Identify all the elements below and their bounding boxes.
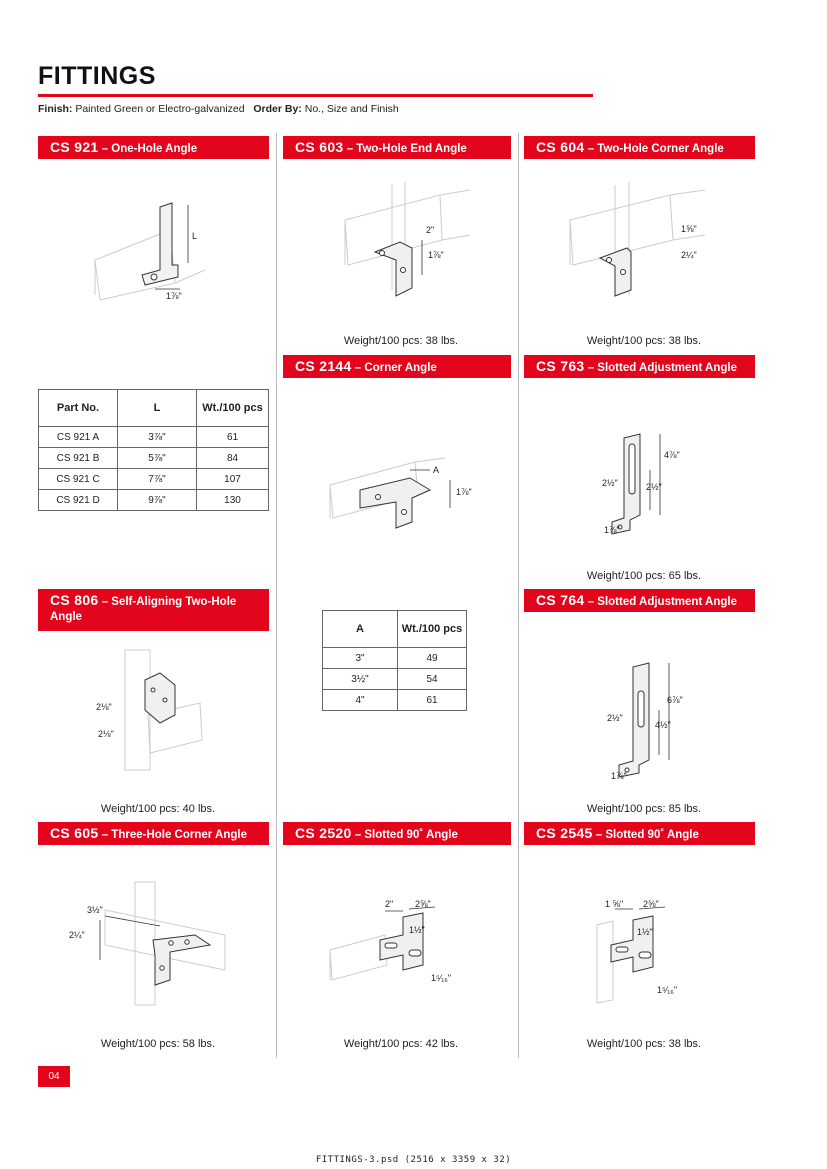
- cs921-code: CS 921: [50, 139, 99, 155]
- cs806-name-line2: Angle: [50, 611, 82, 623]
- table-row: [323, 648, 467, 669]
- table-cell: 107: [197, 469, 269, 490]
- table921-header-wt: Wt./100 pcs: [197, 390, 269, 427]
- cs764-dim-b: 2½": [607, 713, 623, 723]
- table-row: [39, 448, 269, 469]
- cs603-dim-a: 2": [426, 225, 435, 235]
- cs2545-dim-b: 2⅝": [643, 899, 659, 909]
- finish-value: Painted Green or Electro-galvanized: [75, 103, 245, 115]
- table-cell: 5⅞": [118, 448, 197, 469]
- table-row: [39, 490, 269, 511]
- cs2545-drawing: [585, 895, 705, 1005]
- cs604-dim-a: 1⅝": [681, 224, 697, 234]
- cs2545-code: CS 2545: [536, 825, 593, 841]
- cs764-dim-c: 4½": [655, 720, 671, 730]
- cs2520-dim-d: 1⁵⁄₁₆": [431, 973, 452, 983]
- cs2144-name: – Corner Angle: [354, 362, 437, 374]
- cs763-dim-b: 2½": [602, 478, 618, 488]
- table-cell: 130: [197, 490, 269, 511]
- cs764-drawing: [595, 655, 705, 785]
- cs2520-dim-c: 1½": [409, 925, 425, 935]
- table-cell: CS 921 D: [39, 490, 118, 511]
- title-rule: [38, 94, 593, 97]
- table921-header-part: Part No.: [39, 390, 118, 427]
- column-divider-right: [518, 133, 519, 1058]
- cs603-name: – Two-Hole End Angle: [346, 143, 467, 155]
- cs2520-header: [283, 822, 511, 845]
- cs605-name: – Three-Hole Corner Angle: [101, 829, 247, 841]
- finish-label: Finish:: [38, 103, 73, 115]
- cs921-drawing: [80, 195, 220, 310]
- cs764-name: – Slotted Adjustment Angle: [587, 596, 737, 608]
- cs603-dim-b: 1⅞": [428, 250, 444, 260]
- cs806-name: – Self-Aligning Two-Hole: [101, 596, 237, 608]
- table-cell: 9⅞": [118, 490, 197, 511]
- cs604-code: CS 604: [536, 139, 585, 155]
- cs2545-weight: Weight/100 pcs: 38 lbs.: [586, 1038, 702, 1050]
- table-cell: 54: [398, 669, 467, 690]
- cs2545-dim-c: 1½": [637, 927, 653, 937]
- column-divider-left: [276, 133, 277, 1058]
- cs2545-name: – Slotted 90˚ Angle: [595, 829, 699, 841]
- cs603-weight: Weight/100 pcs: 38 lbs.: [343, 335, 459, 347]
- cs763-header: [524, 355, 755, 378]
- cs604-dim-b: 2¼": [681, 250, 697, 260]
- table-cell: 3½": [323, 669, 398, 690]
- cs604-drawing: [565, 180, 715, 305]
- cs806-dim-a: 2⅛": [96, 702, 112, 712]
- cs2545-dim-a: 1 ⅝": [605, 899, 624, 909]
- table921-header-l: L: [118, 390, 197, 427]
- table-cell: 3⅞": [118, 427, 197, 448]
- cs806-dim-b: 2⅛": [98, 729, 114, 739]
- table-row: [39, 427, 269, 448]
- page-title: FITTINGS: [38, 62, 156, 90]
- order-value: No., Size and Finish: [304, 103, 399, 115]
- cs605-drawing: [65, 880, 245, 1010]
- cs2144-header: [283, 355, 511, 378]
- cs921-name: – One-Hole Angle: [101, 143, 198, 155]
- table-row: [39, 469, 269, 490]
- cs764-code: CS 764: [536, 592, 585, 608]
- cs921-dim-w: 1⅞": [166, 291, 182, 301]
- table2144-header-a: A: [323, 611, 398, 648]
- cs763-dim-a: 4⅞": [664, 450, 680, 460]
- cs605-weight: Weight/100 pcs: 58 lbs.: [100, 1038, 216, 1050]
- table-cell: 4": [323, 690, 398, 711]
- cs763-name: – Slotted Adjustment Angle: [587, 362, 737, 374]
- table-cell: 84: [197, 448, 269, 469]
- cs763-weight: Weight/100 pcs: 65 lbs.: [586, 570, 702, 582]
- order-label: Order By:: [253, 103, 302, 115]
- cs2144-dim-b: 1⅞": [456, 487, 472, 497]
- cs764-weight: Weight/100 pcs: 85 lbs.: [586, 803, 702, 815]
- cs603-header: [283, 136, 511, 159]
- cs921-header: [38, 136, 269, 159]
- finish-line: [38, 103, 399, 115]
- cs764-header: [524, 589, 755, 612]
- cs2520-weight: Weight/100 pcs: 42 lbs.: [343, 1038, 459, 1050]
- cs604-name: – Two-Hole Corner Angle: [587, 143, 724, 155]
- table-cell: CS 921 B: [39, 448, 118, 469]
- table-cell: 61: [398, 690, 467, 711]
- cs921-table: [38, 389, 269, 511]
- cs605-code: CS 605: [50, 825, 99, 841]
- table-cell: 3": [323, 648, 398, 669]
- cs806-header: [38, 589, 269, 631]
- cs763-code: CS 763: [536, 358, 585, 374]
- cs603-drawing: [330, 180, 480, 305]
- table-row: [323, 669, 467, 690]
- page-number: 04: [38, 1066, 70, 1087]
- cs605-dim-b: 2¼": [69, 930, 85, 940]
- table-row: [323, 690, 467, 711]
- cs2520-drawing: [325, 895, 485, 995]
- cs921-dim-l: L: [192, 231, 198, 241]
- cs806-drawing: [90, 645, 220, 775]
- cs605-header: [38, 822, 269, 845]
- cs2144-code: CS 2144: [295, 358, 352, 374]
- cs2520-dim-b: 2⅝": [415, 899, 431, 909]
- cs604-header: [524, 136, 755, 159]
- cs2144-dim-a: A: [433, 465, 440, 475]
- table2144-header-wt: Wt./100 pcs: [398, 611, 467, 648]
- cs2144-drawing: [320, 440, 500, 530]
- cs764-dim-d: 1⅞": [611, 771, 627, 781]
- cs763-drawing: [590, 430, 700, 540]
- cs2144-table: [322, 610, 467, 711]
- cs764-dim-a: 6⅞": [667, 695, 683, 705]
- cs763-dim-d: 1⅞": [604, 525, 620, 535]
- footer-filename: FITTINGS-3.psd (2516 x 3359 x 32): [315, 1155, 512, 1165]
- table-cell: 49: [398, 648, 467, 669]
- table-cell: 61: [197, 427, 269, 448]
- table-cell: CS 921 C: [39, 469, 118, 490]
- cs604-weight: Weight/100 pcs: 38 lbs.: [586, 335, 702, 347]
- cs605-dim-a: 3½": [87, 905, 103, 915]
- cs806-code: CS 806: [50, 592, 99, 608]
- cs806-weight: Weight/100 pcs: 40 lbs.: [100, 803, 216, 815]
- cs2520-dim-a: 2": [385, 899, 394, 909]
- cs2520-code: CS 2520: [295, 825, 352, 841]
- cs2545-header: [524, 822, 755, 845]
- cs603-code: CS 603: [295, 139, 344, 155]
- cs2520-name: – Slotted 90˚ Angle: [354, 829, 458, 841]
- table-cell: CS 921 A: [39, 427, 118, 448]
- cs763-dim-c: 2½": [646, 482, 662, 492]
- cs2545-dim-d: 1⁵⁄₁₆": [657, 985, 678, 995]
- table-cell: 7⅞": [118, 469, 197, 490]
